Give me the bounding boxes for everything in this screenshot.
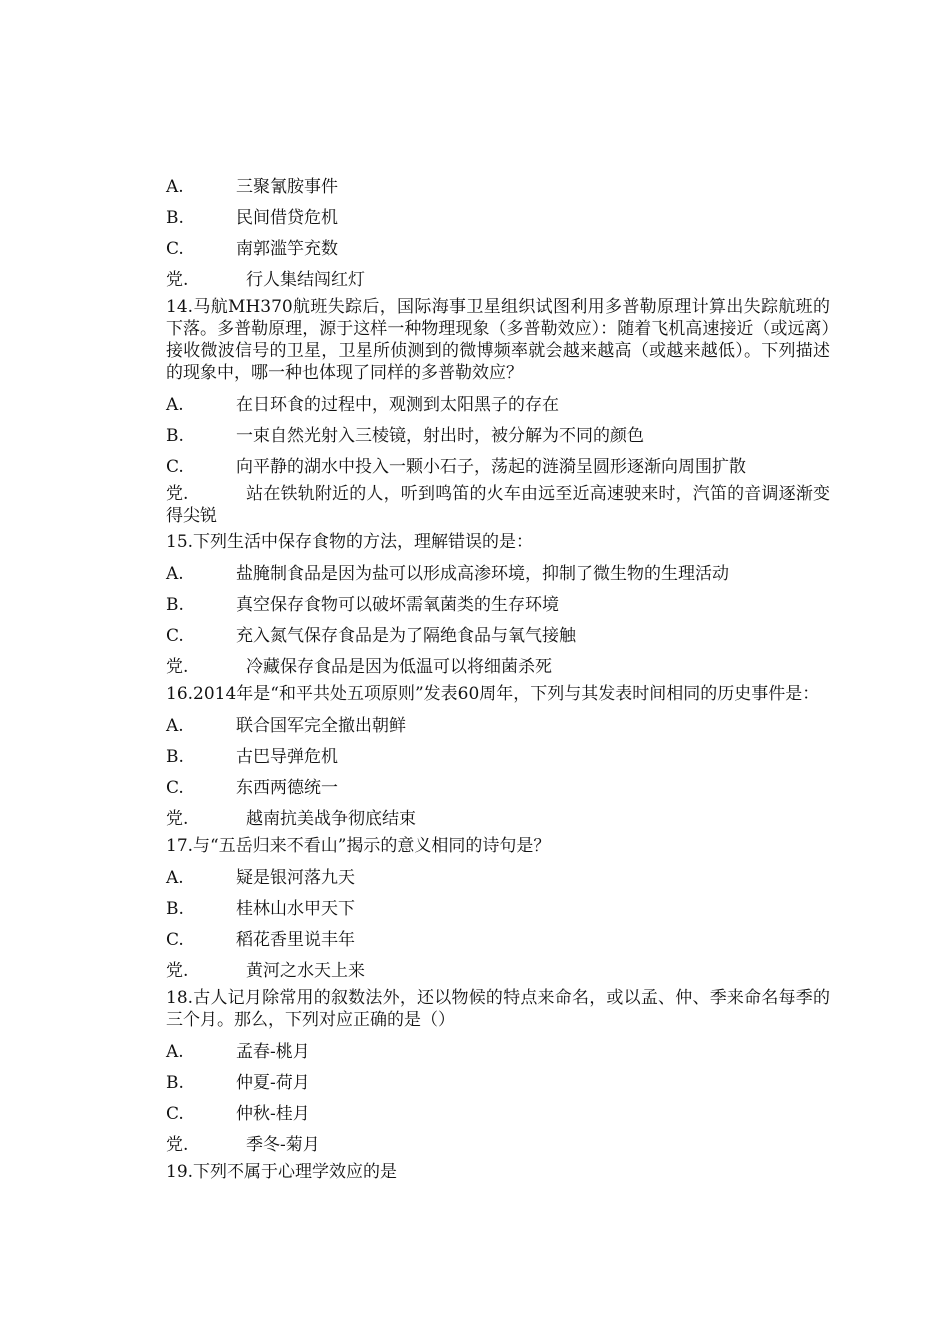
answer-option [0,390,950,421]
answer-option-d [166,483,830,527]
option-letter: 党. [166,961,189,981]
option-text: 仲秋-桂月 [236,1104,310,1124]
option-text: 东西两德统一 [236,778,338,798]
question-text: 14.马航MH370航班失踪后，国际海事卫星组织试图利用多普勒原理计算出失踪航班的下落。多普勒原理，源于这样一种物理现象（多普勒效应）：随着飞机高速接近（或远离）接收微波信号的卫星，卫星所侦测到的微博频率就会越来越高（或越来越低）。下列描述的现象中，哪一种也体现了同样的多普勒效应？ [166,297,830,383]
option-text: 向平静的湖水中投入一颗小石子，荡起的涟漪呈圆形逐渐向周围扩散 [236,457,746,477]
option-text: 黄河之水天上来 [246,961,365,981]
answer-option [0,421,950,452]
option-letter: 党. [166,484,189,504]
option-text: 民间借贷危机 [236,208,338,228]
question-text: 18.古人记月除常用的叙数法外，还以物候的特点来命名，或以孟、仲、季来命名每季的三个月。那么，下列对应正确的是（） [166,988,830,1030]
option-letter: C. [166,1104,184,1124]
option-letter: B. [166,208,184,228]
question-text: 19.下列不属于心理学效应的是 [166,1162,398,1182]
option-text: 稻花香里说丰年 [236,930,355,950]
option-text: 孟春-桃月 [236,1042,310,1062]
answer-option [0,559,950,590]
answer-option [0,925,950,956]
answer-option [0,621,950,652]
answer-option [0,203,950,234]
option-text: 南郭滥竽充数 [236,239,338,259]
answer-option [0,1068,950,1099]
question-list [0,172,950,1189]
option-letter: A. [166,716,184,736]
option-text: 充入氮气保存食品是为了隔绝食品与氧气接触 [236,626,576,646]
option-letter: A. [166,564,184,584]
option-letter: B. [166,426,184,446]
option-text: 冷藏保存食品是因为低温可以将细菌杀死 [246,657,552,677]
option-letter: B. [166,1073,184,1093]
answer-option [0,265,950,296]
option-letter: A. [166,868,184,888]
option-letter: A. [166,177,184,197]
option-text: 联合国军完全撤出朝鲜 [236,716,406,736]
answer-option [0,863,950,894]
option-letter: C. [166,626,184,646]
option-text: 一束自然光射入三棱镜，射出时，被分解为不同的颜色 [236,426,644,446]
option-text: 桂林山水甲天下 [236,899,355,919]
question-text: 17.与“五岳归来不看山”揭示的意义相同的诗句是？ [166,836,551,856]
option-text: 站在铁轨附近的人，听到鸣笛的火车由远至近高速驶来时，汽笛的音调逐渐变得尖锐 [166,484,830,526]
option-letter: A. [166,1042,184,1062]
option-letter: B. [166,747,184,767]
answer-option [0,773,950,804]
option-text: 疑是银河落九天 [236,868,355,888]
option-letter: C. [166,930,184,950]
option-letter: A. [166,395,184,415]
option-text: 行人集结闯红灯 [246,270,365,290]
question-text: 16.2014年是“和平共处五项原则”发表60周年，下列与其发表时间相同的历史事件是： [166,684,820,704]
answer-option [0,804,950,835]
option-text: 真空保存食物可以破坏需氧菌类的生存环境 [236,595,559,615]
option-letter: 党. [166,1135,189,1155]
option-text: 盐腌制食品是因为盐可以形成高渗环境，抑制了微生物的生理活动 [236,564,729,584]
option-letter: C. [166,457,184,477]
option-letter: C. [166,778,184,798]
answer-option [0,1130,950,1161]
answer-option [0,452,950,483]
option-text: 越南抗美战争彻底结束 [246,809,416,829]
option-letter: C. [166,239,184,259]
option-letter: 党. [166,657,189,677]
option-letter: 党. [166,809,189,829]
answer-option [0,590,950,621]
option-letter: B. [166,899,184,919]
answer-option [0,234,950,265]
option-letter: B. [166,595,184,615]
answer-option [0,1099,950,1130]
answer-option [0,652,950,683]
answer-option [0,894,950,925]
option-text: 古巴导弹危机 [236,747,338,767]
option-text: 在日环食的过程中，观测到太阳黑子的存在 [236,395,559,415]
option-text: 季冬-菊月 [246,1135,320,1155]
option-text: 仲夏-荷月 [236,1073,310,1093]
answer-option [0,956,950,987]
question-text: 15.下列生活中保存食物的方法，理解错误的是： [166,532,534,552]
answer-option [0,742,950,773]
option-text: 三聚氰胺事件 [236,177,338,197]
answer-option [0,1037,950,1068]
answer-option [0,711,950,742]
answer-option [0,172,950,203]
option-letter: 党. [166,270,189,290]
